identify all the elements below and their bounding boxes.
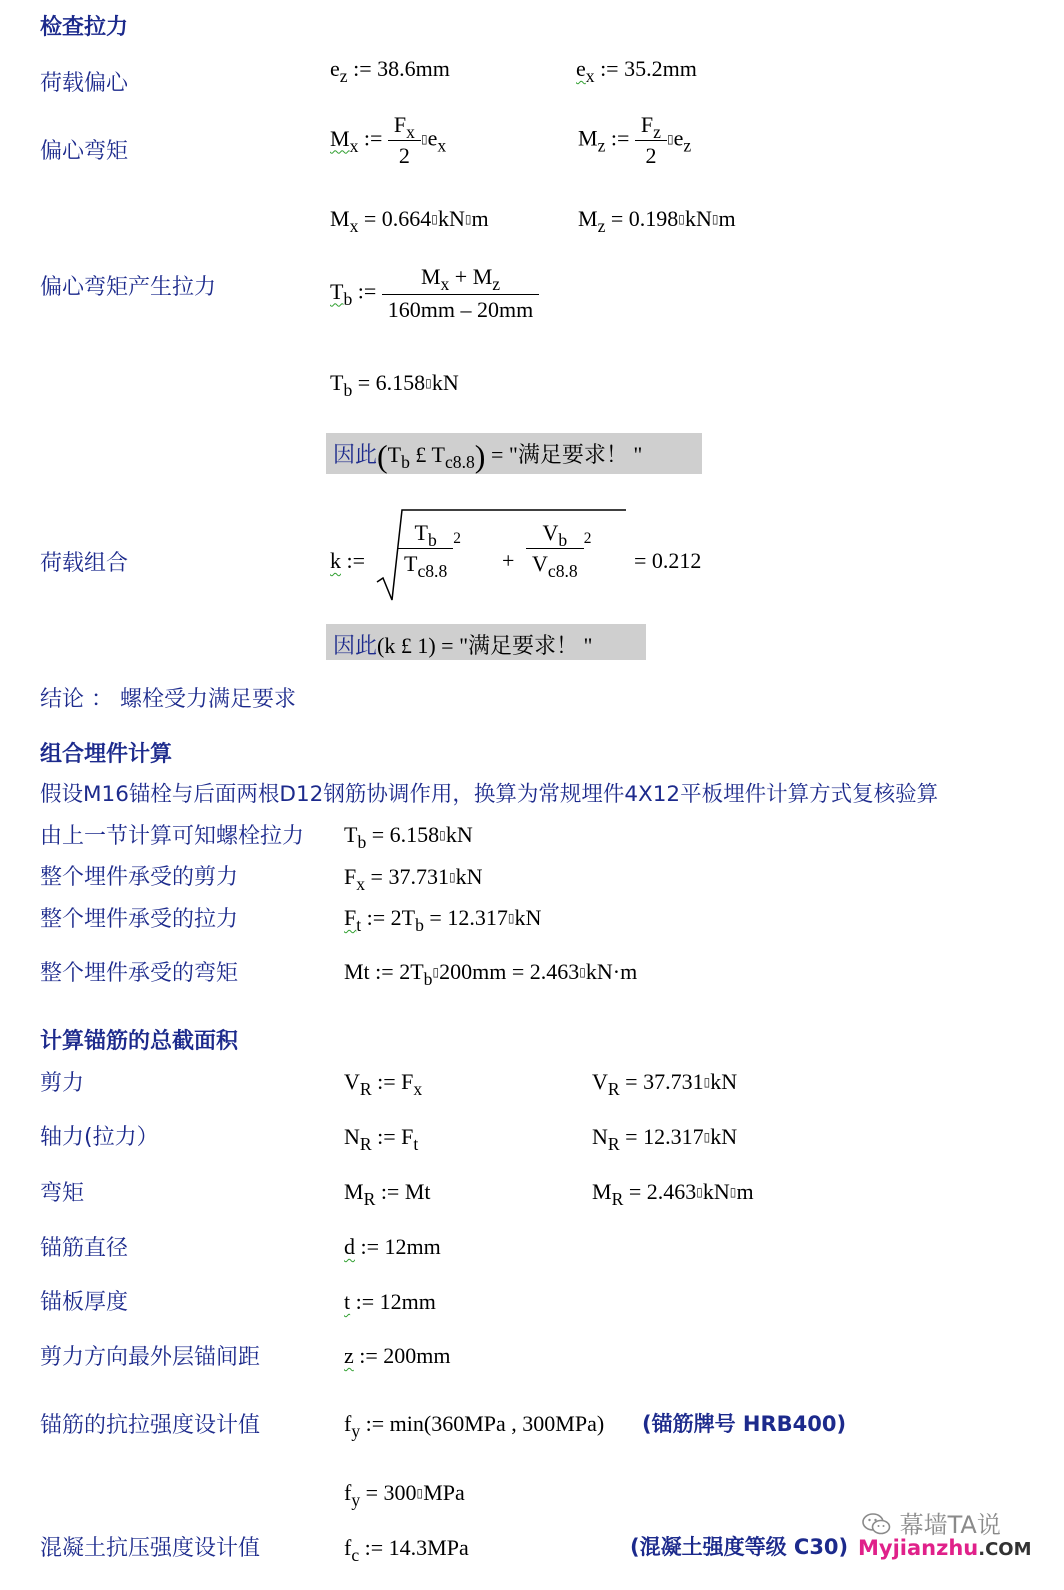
assumption-text: 假设M16锚栓与后面两根D12钢筋协调作用，换算为常规埋件4X12平板埋件计算方式复核验算 (40, 782, 939, 807)
formula-ex: $e_x$ := 35.2mm (576, 56, 697, 87)
row-MR-label: 弯矩 (40, 1181, 85, 1206)
formula-Mz-result: $M_z$ = 0.198▯kN▯m (578, 206, 736, 237)
label-tension: 偏心弯矩产生拉力 (40, 275, 217, 300)
check-k-result: 因此(k £ 1) = "满足要求！ " (333, 633, 593, 659)
watermark-account: 幕墙TA说 (862, 1505, 1001, 1540)
formula-ez: $e_z$ := 38.6mm (330, 56, 450, 87)
row-fy-note: (锚筋牌号 HRB400) (642, 1412, 847, 1436)
label-load-eccentricity: 荷载偏心 (40, 71, 129, 96)
ex-value: 35.2mm (624, 56, 697, 81)
row-MR-def: $M_R$ := Mt (344, 1179, 431, 1210)
row-fc-label: 混凝土抗压强度设计值 (40, 1536, 261, 1561)
watermark-site: Myjianzhu.COM (858, 1536, 1032, 1560)
formula-Mx-result: $M_x$ = 0.664▯kN▯m (330, 206, 489, 237)
row-shear-formula: $F_x$ = 37.731▯kN (344, 864, 483, 895)
row-fy-result: $f_y$ = 300▯MPa (344, 1480, 465, 1511)
formula-k-term2: $\frac{V_b}{V_{c8.8}}$ $^2$ (526, 520, 591, 577)
row-MR-result: $M_R$ = 2.463▯kN▯m (592, 1179, 754, 1210)
row-fc-def: $f_c$ := 14.3MPa (344, 1535, 469, 1566)
formula-k-plus: + (502, 548, 515, 573)
formula-Mz-def: $M_z$ := $\frac{F_z}{2}$ $▯e_z$ (578, 112, 692, 168)
section-title-combined-embed: 组合埋件计算 (40, 742, 173, 767)
row-moment-label: 整个埋件承受的弯矩 (40, 961, 239, 986)
row-t-def: t := 12mm (344, 1289, 436, 1314)
row-tension-formula: $F_t$ := $2T_b$ = 12.317▯kN (344, 905, 542, 936)
row-bolt-tension-label: 由上一节计算可知螺栓拉力 (40, 824, 305, 849)
section-title-check-tension: 检查拉力 (40, 15, 129, 40)
row-moment-formula: Mt := $2T_b▯200mm$ = 2.463▯kN·m (344, 959, 638, 990)
formula-Tb-result: $T_b$ = 6.158▯kN (330, 370, 459, 401)
row-NR-def: $N_R$ := $F_t$ (344, 1124, 419, 1155)
formula-Mx-def: $M_x$ := $\frac{F_x}{2}$ $▯e_x$ (330, 112, 447, 168)
row-bolt-tension-formula: $T_b$ = 6.158▯kN (344, 822, 473, 853)
section-title-anchor-area: 计算锚筋的总截面积 (40, 1029, 239, 1054)
row-NR-result: $N_R$ = 12.317▯kN (592, 1124, 738, 1155)
formula-k-term1: $\frac{T_b}{T_{c8.8}}$ $^2$ (398, 520, 461, 577)
row-tension-label: 整个埋件承受的拉力 (40, 907, 239, 932)
check-Tb-result: 因此($T_b$ £ $T_{c8.8}$) = "满足要求！ " (333, 438, 643, 474)
row-d-label: 锚筋直径 (40, 1236, 129, 1261)
row-fy-def: $f_y$ := min(360MPa , 300MPa) (344, 1411, 605, 1442)
row-z-def: z := 200mm (344, 1343, 451, 1368)
row-NR-label: 轴力(拉力） (40, 1125, 159, 1150)
row-fy-label: 锚筋的抗拉强度设计值 (40, 1413, 261, 1438)
wechat-icon (862, 1512, 892, 1536)
formula-Tb-def: $T_b$ := $\frac{M_x + M_z}{160mm - 20mm}$ (330, 264, 539, 323)
label-ecc-moment: 偏心弯矩 (40, 139, 129, 164)
conclusion: 结论 ： 螺栓受力满足要求 (40, 687, 296, 712)
ez-value: 38.6mm (377, 56, 450, 81)
row-VR-result: $V_R$ = 37.731▯kN (592, 1069, 738, 1100)
formula-k-result: = 0.212 (634, 548, 702, 573)
row-VR-label: 剪力 (40, 1071, 85, 1096)
formula-k-lhs: k := (330, 548, 366, 573)
row-t-label: 锚板厚度 (40, 1290, 129, 1315)
row-shear-label: 整个埋件承受的剪力 (40, 865, 239, 890)
label-load-combo: 荷载组合 (40, 551, 129, 576)
row-fc-note: (混凝土强度等级 C30) (630, 1535, 849, 1559)
row-z-label: 剪力方向最外层锚间距 (40, 1345, 261, 1370)
row-VR-def: $V_R$ := $F_x$ (344, 1069, 423, 1100)
row-d-def: d := 12mm (344, 1234, 441, 1259)
